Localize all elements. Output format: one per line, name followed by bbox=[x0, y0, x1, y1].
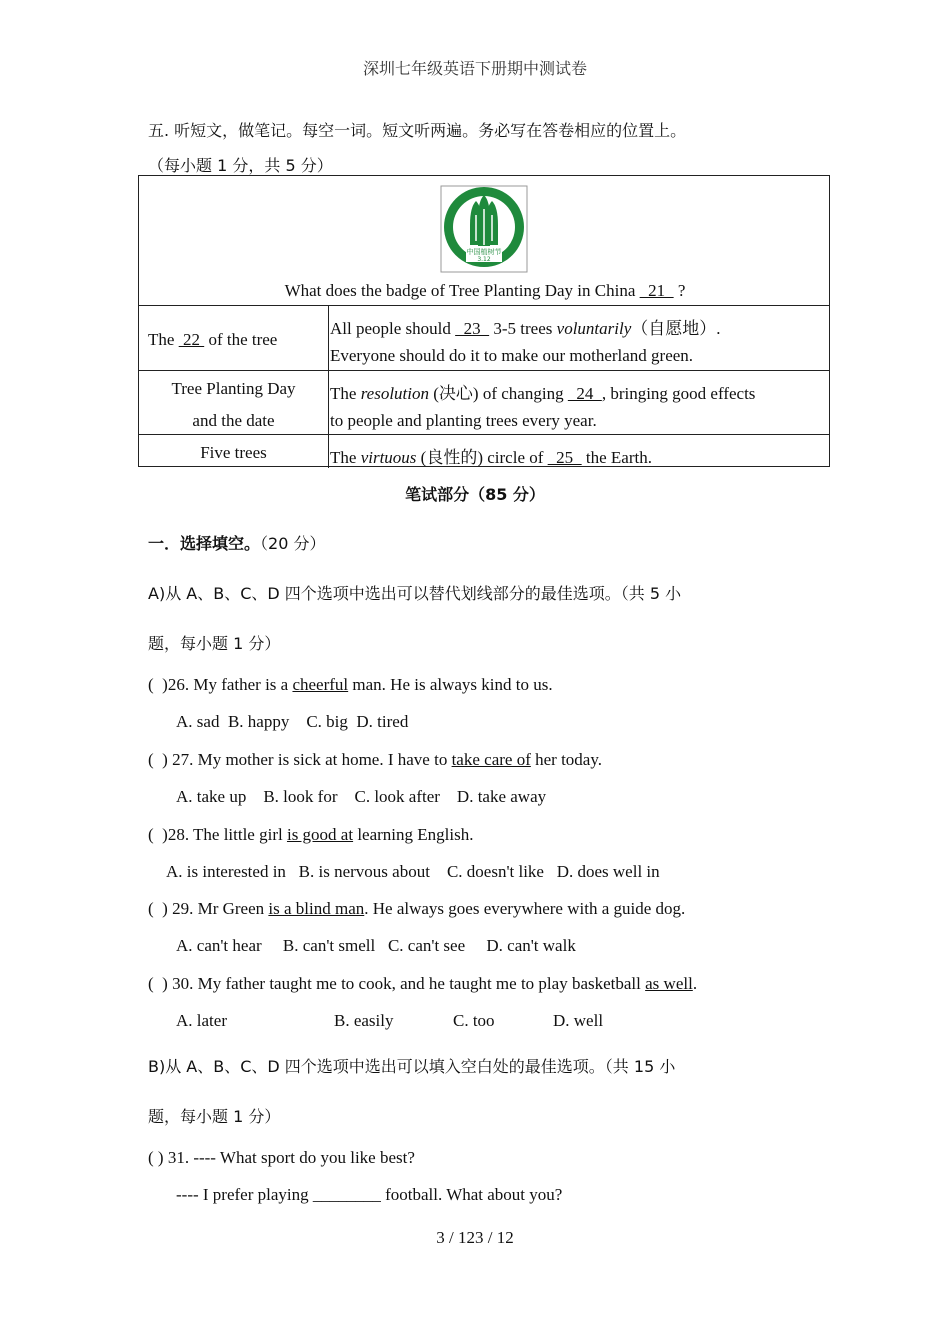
table-row-3-right-line-2: to people and planting trees every year. bbox=[330, 411, 597, 430]
part-1-heading: 一．选择填空。（20 分） bbox=[148, 534, 326, 553]
question-30-option-b: B. easily bbox=[334, 1011, 394, 1030]
question-30-option-d: D. well bbox=[553, 1011, 604, 1030]
section-5-note: （每小题 1 分，共 5 分） bbox=[148, 156, 333, 175]
table-row-2-right-line-1: All people should 23 3-5 trees voluntarily（自愿地）. bbox=[330, 319, 721, 338]
question-26-options: A. sad B. happy C. big D. tired bbox=[176, 712, 409, 731]
blank-25: 25 bbox=[547, 448, 582, 467]
section-5-title: 五. 听短文，做笔记。每空一词。短文听两遍。务必写在答卷相应的位置上。 bbox=[148, 121, 687, 140]
question-30-option-c: C. too bbox=[453, 1011, 495, 1030]
part-a-instruction-line-2: 题，每小题 1 分） bbox=[148, 634, 281, 653]
tree-planting-day-badge-logo bbox=[440, 185, 528, 273]
question-30: ( ) 30. My father taught me to cook, and he taught me to play basketball as well. bbox=[148, 974, 698, 993]
question-30-option-a: A. later bbox=[176, 1011, 227, 1030]
question-31-line-2: ---- I prefer playing ________ football. What about you? bbox=[176, 1185, 563, 1204]
table-row-2-right-line-2: Everyone should do it to make our motherland green. bbox=[330, 346, 694, 365]
part-b-instruction-line-2: 题，每小题 1 分） bbox=[148, 1107, 281, 1126]
page-number: 3 / 123 / 12 bbox=[436, 1228, 514, 1247]
table-row-4-left: Five trees bbox=[200, 443, 267, 462]
table-row-1: What does the badge of Tree Planting Day in China 21 ? bbox=[284, 281, 686, 300]
question-28: ( )28. The little girl is good at learning English. bbox=[148, 825, 474, 844]
part-b-instruction-line-1: B)从 A、B、C、D 四个选项中选出可以填入空白处的最佳选项。（共 15 小 bbox=[148, 1057, 676, 1076]
page-header: 深圳七年级英语下册期中测试卷 bbox=[362, 61, 587, 78]
table-row-3-left-line-1: Tree Planting Day bbox=[171, 379, 296, 398]
table-row-3-right-line-1: The resolution (决心) of changing 24 , bringing good effects bbox=[330, 384, 756, 403]
part-a-instruction-line-1: A)从 A、B、C、D 四个选项中选出可以替代划线部分的最佳选项。（共 5 小 bbox=[148, 584, 682, 603]
question-29-options: A. can't hear B. can't smell C. can't see D. can't walk bbox=[176, 936, 576, 955]
blank-21: 21 bbox=[639, 281, 674, 300]
blank-24: 24 bbox=[567, 384, 602, 403]
question-27-options: A. take up B. look for C. look after D. take away bbox=[176, 787, 547, 806]
question-26: ( )26. My father is a cheerful man. He is always kind to us. bbox=[148, 675, 553, 694]
badge-date: 3.12 bbox=[477, 256, 491, 263]
blank-22: 22 bbox=[178, 330, 205, 349]
question-28-options: A. is interested in B. is nervous about C. doesn't like D. does well in bbox=[166, 862, 660, 881]
question-31: ( ) 31. ---- What sport do you like best? bbox=[148, 1148, 415, 1167]
written-part-title: 笔试部分（85 分） bbox=[405, 485, 545, 504]
table-row-4-right: The virtuous (良性的) circle of 25 the Earth. bbox=[330, 448, 652, 467]
notes-table bbox=[138, 175, 830, 467]
question-27: ( ) 27. My mother is sick at home. I have to take care of her today. bbox=[148, 750, 602, 769]
blank-23: 23 bbox=[455, 319, 490, 338]
question-29: ( ) 29. Mr Green is a blind man. He always goes everywhere with a guide dog. bbox=[148, 899, 686, 918]
table-row-3-left-line-2: and the date bbox=[192, 411, 275, 430]
table-row-2-left: The 22 of the tree bbox=[148, 330, 278, 349]
badge-text: 中国植树节 bbox=[466, 248, 502, 256]
